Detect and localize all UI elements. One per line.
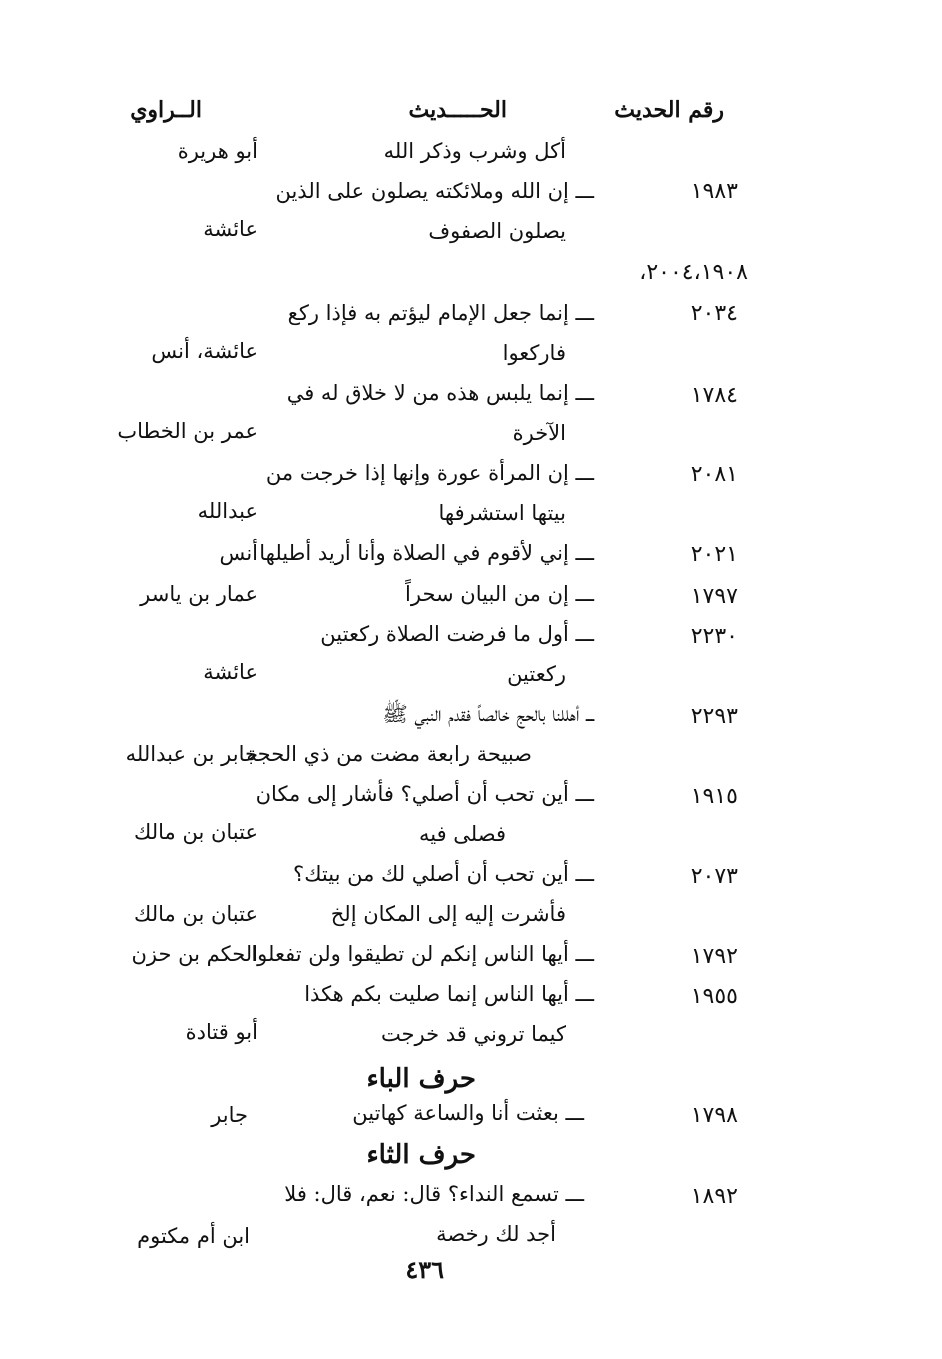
hadith-number: ٢٠٠٤،١٩٠٨، [639, 260, 748, 285]
hadith-number: ١٧٩٧ [690, 584, 738, 609]
hadith-text-line: فاركعوا [502, 341, 566, 365]
hadith-number: ١٧٨٤ [690, 383, 738, 408]
hadith-text-line: ـــ أهللنا بالحج خالصاً فقدم النبي ﷺ [382, 702, 594, 726]
hadith-text-line: الآخرة [512, 421, 566, 445]
hadith-number: ١٧٩٨ [690, 1103, 738, 1128]
hadith-text-line: ـــ إن الله وملائكته يصلون على الذين [275, 179, 594, 203]
hadith-text-line: ـــ إنما يلبس هذه من لا خلاق له في [286, 381, 594, 405]
narrator-name: أنس [219, 541, 258, 565]
hadith-number: ١٩٨٣ [690, 179, 738, 204]
narrator-name: جابر بن عبدالله [125, 742, 258, 766]
hadith-text-line: ـــ إني لأقوم في الصلاة وأنا أريد أطيلها [259, 541, 594, 565]
hadith-text-line: يصلون الصفوف [428, 219, 566, 243]
hadith-text-line: ـــ إن المرأة عورة وإنها إذا خرجت من [265, 461, 594, 485]
hadith-text-line: ـــ بعثت أنا والساعة كهاتين [352, 1101, 584, 1125]
hadith-text-line: ـــ إنما جعل الإمام ليؤتم به فإذا ركع [287, 301, 594, 325]
hadith-text-line: بيتها استشرفها [438, 501, 566, 525]
hadith-number: ١٧٩٢ [690, 944, 738, 969]
hadith-number: ١٨٩٢ [690, 1184, 738, 1209]
page-number: ٤٣٦ [405, 1255, 444, 1284]
hadith-text-line: فصلى فيه [418, 822, 506, 846]
hadith-text-line: أجد لك رخصة [436, 1222, 556, 1246]
narrator-name: عائشة، أنس [151, 339, 258, 363]
narrator-name: عمر بن الخطاب [117, 419, 258, 443]
narrator-name: الحكم بن حزن [131, 942, 258, 966]
hadith-text-line: أكل وشرب وذكر الله [383, 139, 566, 163]
narrator-name: عتبان بن مالك [134, 820, 258, 844]
narrator-name: أبو قتادة [185, 1020, 258, 1044]
narrator-name: أبو هريرة [177, 139, 258, 163]
hadith-number: ٢٠٨١ [690, 462, 738, 487]
section-heading-tha: حرف الثاء [366, 1140, 476, 1170]
column-header-hadith: الحـــــديث [408, 97, 507, 123]
hadith-text-line: كيما تروني قد خرجت [380, 1022, 566, 1046]
hadith-number: ٢٠٧٣ [690, 864, 738, 889]
narrator-name: عائشة [203, 217, 258, 241]
hadith-text-line: ـــ أين تحب أن أصلي لك من بيتك؟ [293, 862, 594, 886]
narrator-name: عتبان بن مالك [134, 902, 258, 926]
hadith-text-line: ـــ أين تحب أن أصلي؟ فأشار إلى مكان [255, 782, 594, 806]
hadith-number: ٢٠٢١ [690, 542, 738, 567]
hadith-text-line: ـــ أيها الناس إنما صليت بكم هكذا [304, 982, 594, 1006]
narrator-name: عائشة [203, 660, 258, 684]
hadith-text-line: ـــ تسمع النداء؟ قال: نعم، قال: فلا [284, 1182, 584, 1206]
hadith-text-line: ـــ أول ما فرضت الصلاة ركعتين [320, 622, 594, 646]
hadith-text-line: فأشرت إليه إلى المكان إلخ [330, 902, 566, 926]
column-header-number: رقم الحديث [614, 97, 724, 123]
hadith-number: ٢٢٩٣ [690, 704, 738, 729]
hadith-number: ١٩١٥ [690, 784, 738, 809]
hadith-text-line: ـــ أيها الناس إنكم لن تطيقوا ولن تفعلوا [251, 942, 594, 966]
narrator-name: عبدالله [197, 499, 258, 523]
section-heading-ba: حرف الباء [366, 1064, 476, 1094]
column-header-narrator: الــراوي [130, 97, 202, 123]
hadith-number: ١٩٥٥ [690, 984, 738, 1009]
hadith-text-line: ـــ إن من البيان سحراً [405, 582, 594, 606]
hadith-number: ٢٠٣٤ [690, 301, 738, 326]
narrator-name: ابن أم مكتوم [137, 1224, 250, 1248]
narrator-name: جابر [211, 1103, 248, 1127]
narrator-name: عمار بن ياسر [140, 582, 258, 606]
hadith-text-line: صبيحة رابعة مضت من ذي الحجة [246, 742, 532, 766]
hadith-number: ٢٢٣٠ [690, 624, 738, 649]
hadith-text-line: ركعتين [507, 662, 566, 686]
